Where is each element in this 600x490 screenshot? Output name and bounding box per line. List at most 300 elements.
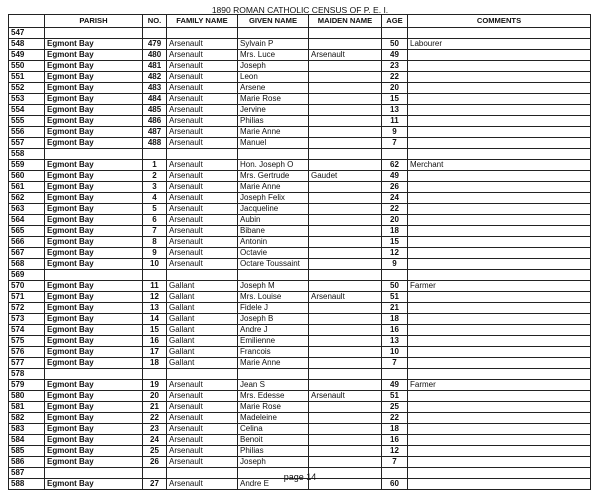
maiden-name-cell xyxy=(309,424,382,435)
number-cell: 19 xyxy=(143,380,167,391)
maiden-name-cell xyxy=(309,72,382,83)
maiden-name-cell: Arsenault xyxy=(309,50,382,61)
parish-cell: Egmont Bay xyxy=(45,413,143,424)
parish-cell: Egmont Bay xyxy=(45,391,143,402)
number-cell: 488 xyxy=(143,138,167,149)
parish-cell: Egmont Bay xyxy=(45,116,143,127)
given-name-cell: Mrs. Louise xyxy=(238,292,309,303)
family-name-cell: Arsenault xyxy=(167,171,238,182)
comments-cell xyxy=(408,105,591,116)
maiden-name-cell xyxy=(309,116,382,127)
comments-cell xyxy=(408,171,591,182)
header-row xyxy=(9,15,591,28)
maiden-name-cell xyxy=(309,435,382,446)
row-number: 568 xyxy=(9,259,45,270)
age-cell: 16 xyxy=(382,435,408,446)
header-age: AGE xyxy=(382,15,408,28)
row-number: 569 xyxy=(9,270,45,281)
maiden-name-cell xyxy=(309,28,382,39)
age-cell: 49 xyxy=(382,50,408,61)
family-name-cell: Gallant xyxy=(167,281,238,292)
number-cell: 6 xyxy=(143,215,167,226)
family-name-cell: Arsenault xyxy=(167,193,238,204)
maiden-name-cell xyxy=(309,358,382,369)
number-cell: 482 xyxy=(143,72,167,83)
parish-cell: Egmont Bay xyxy=(45,160,143,171)
table-row xyxy=(9,226,591,237)
comments-cell xyxy=(408,28,591,39)
age-cell: 20 xyxy=(382,83,408,94)
family-name-cell: Arsenault xyxy=(167,72,238,83)
age-cell: 22 xyxy=(382,204,408,215)
comments-cell xyxy=(408,204,591,215)
family-name-cell: Arsenault xyxy=(167,446,238,457)
parish-cell: Egmont Bay xyxy=(45,61,143,72)
table-row xyxy=(9,248,591,259)
maiden-name-cell xyxy=(309,369,382,380)
number-cell: 7 xyxy=(143,226,167,237)
family-name-cell: Arsenault xyxy=(167,435,238,446)
family-name-cell: Arsenault xyxy=(167,204,238,215)
maiden-name-cell xyxy=(309,270,382,281)
row-number: 578 xyxy=(9,369,45,380)
table-row xyxy=(9,336,591,347)
row-number: 566 xyxy=(9,237,45,248)
age-cell: 50 xyxy=(382,39,408,50)
header-family-name: FAMILY NAME xyxy=(167,15,238,28)
given-name-cell: Philias xyxy=(238,446,309,457)
parish-cell: Egmont Bay xyxy=(45,303,143,314)
given-name-cell: Jervine xyxy=(238,105,309,116)
maiden-name-cell xyxy=(309,259,382,270)
given-name-cell: Jacqueline xyxy=(238,204,309,215)
row-number: 555 xyxy=(9,116,45,127)
maiden-name-cell xyxy=(309,182,382,193)
given-name-cell: Mrs. Gertrude xyxy=(238,171,309,182)
census-table xyxy=(8,14,591,490)
given-name-cell: Bibane xyxy=(238,226,309,237)
row-number: 558 xyxy=(9,149,45,160)
maiden-name-cell xyxy=(309,39,382,50)
table-row xyxy=(9,424,591,435)
given-name-cell: Hon. Joseph O xyxy=(238,160,309,171)
parish-cell: Egmont Bay xyxy=(45,281,143,292)
parish-cell: Egmont Bay xyxy=(45,336,143,347)
comments-cell xyxy=(408,457,591,468)
given-name-cell: Marie Anne xyxy=(238,182,309,193)
age-cell: 24 xyxy=(382,193,408,204)
row-number: 549 xyxy=(9,50,45,61)
parish-cell: Egmont Bay xyxy=(45,479,143,490)
table-row xyxy=(9,391,591,402)
comments-cell xyxy=(408,61,591,72)
maiden-name-cell xyxy=(309,193,382,204)
number-cell: 13 xyxy=(143,303,167,314)
maiden-name-cell xyxy=(309,127,382,138)
number-cell: 11 xyxy=(143,281,167,292)
family-name-cell xyxy=(167,270,238,281)
family-name-cell: Arsenault xyxy=(167,83,238,94)
row-number: 585 xyxy=(9,446,45,457)
maiden-name-cell xyxy=(309,83,382,94)
row-number: 551 xyxy=(9,72,45,83)
table-row xyxy=(9,402,591,413)
maiden-name-cell xyxy=(309,303,382,314)
parish-cell: Egmont Bay xyxy=(45,292,143,303)
given-name-cell: Benoit xyxy=(238,435,309,446)
given-name-cell: Francois xyxy=(238,347,309,358)
table-row xyxy=(9,127,591,138)
table-row xyxy=(9,413,591,424)
age-cell: 10 xyxy=(382,347,408,358)
table-row xyxy=(9,171,591,182)
table-row xyxy=(9,72,591,83)
given-name-cell: Fidele J xyxy=(238,303,309,314)
table-row xyxy=(9,28,591,39)
age-cell: 18 xyxy=(382,424,408,435)
table-row xyxy=(9,259,591,270)
family-name-cell: Arsenault xyxy=(167,116,238,127)
number-cell xyxy=(143,149,167,160)
family-name-cell: Arsenault xyxy=(167,105,238,116)
given-name-cell: Leon xyxy=(238,72,309,83)
table-row xyxy=(9,116,591,127)
number-cell: 14 xyxy=(143,314,167,325)
age-cell: 11 xyxy=(382,116,408,127)
row-number: 572 xyxy=(9,303,45,314)
number-cell: 3 xyxy=(143,182,167,193)
age-cell: 23 xyxy=(382,61,408,72)
row-number: 581 xyxy=(9,402,45,413)
table-row xyxy=(9,215,591,226)
parish-cell: Egmont Bay xyxy=(45,226,143,237)
table-row xyxy=(9,50,591,61)
parish-cell: Egmont Bay xyxy=(45,457,143,468)
given-name-cell: Arsene xyxy=(238,83,309,94)
age-cell: 7 xyxy=(382,138,408,149)
family-name-cell: Arsenault xyxy=(167,215,238,226)
given-name-cell: Andre E xyxy=(238,479,309,490)
table-row xyxy=(9,237,591,248)
number-cell: 16 xyxy=(143,336,167,347)
age-cell: 18 xyxy=(382,226,408,237)
age-cell xyxy=(382,369,408,380)
row-number: 583 xyxy=(9,424,45,435)
comments-cell xyxy=(408,435,591,446)
comments-cell xyxy=(408,72,591,83)
family-name-cell: Gallant xyxy=(167,358,238,369)
parish-cell: Egmont Bay xyxy=(45,347,143,358)
table-row xyxy=(9,149,591,160)
given-name-cell: Madeleine xyxy=(238,413,309,424)
parish-cell: Egmont Bay xyxy=(45,259,143,270)
age-cell: 22 xyxy=(382,413,408,424)
table-row xyxy=(9,193,591,204)
table-row xyxy=(9,292,591,303)
age-cell: 18 xyxy=(382,314,408,325)
comments-cell xyxy=(408,314,591,325)
given-name-cell: Andre J xyxy=(238,325,309,336)
parish-cell xyxy=(45,270,143,281)
header-no: NO. xyxy=(143,15,167,28)
parish-cell: Egmont Bay xyxy=(45,105,143,116)
age-cell: 9 xyxy=(382,259,408,270)
given-name-cell: Jean S xyxy=(238,380,309,391)
parish-cell: Egmont Bay xyxy=(45,193,143,204)
number-cell: 8 xyxy=(143,237,167,248)
parish-cell: Egmont Bay xyxy=(45,215,143,226)
age-cell: 15 xyxy=(382,94,408,105)
table-row xyxy=(9,281,591,292)
table-row xyxy=(9,39,591,50)
comments-cell xyxy=(408,116,591,127)
family-name-cell: Gallant xyxy=(167,303,238,314)
table-row xyxy=(9,303,591,314)
number-cell: 483 xyxy=(143,83,167,94)
comments-cell xyxy=(408,424,591,435)
row-number: 567 xyxy=(9,248,45,259)
table-row xyxy=(9,160,591,171)
row-number: 557 xyxy=(9,138,45,149)
given-name-cell: Joseph Felix xyxy=(238,193,309,204)
given-name-cell: Octare Toussaint xyxy=(238,259,309,270)
page-number: page 14 xyxy=(283,472,317,482)
age-cell: 12 xyxy=(382,446,408,457)
maiden-name-cell: Gaudet xyxy=(309,171,382,182)
header-rownum xyxy=(9,15,45,28)
comments-cell xyxy=(408,402,591,413)
given-name-cell: Joseph M xyxy=(238,281,309,292)
row-number: 552 xyxy=(9,83,45,94)
given-name-cell: Manuel xyxy=(238,138,309,149)
number-cell: 1 xyxy=(143,160,167,171)
comments-cell xyxy=(408,193,591,204)
parish-cell: Egmont Bay xyxy=(45,127,143,138)
table-row xyxy=(9,83,591,94)
parish-cell: Egmont Bay xyxy=(45,380,143,391)
row-number: 582 xyxy=(9,413,45,424)
number-cell: 480 xyxy=(143,50,167,61)
parish-cell xyxy=(45,149,143,160)
row-number: 554 xyxy=(9,105,45,116)
comments-cell xyxy=(408,358,591,369)
comments-cell xyxy=(408,226,591,237)
given-name-cell: Mrs. Luce xyxy=(238,50,309,61)
given-name-cell: Octavie xyxy=(238,248,309,259)
family-name-cell: Arsenault xyxy=(167,127,238,138)
given-name-cell: Mrs. Edesse xyxy=(238,391,309,402)
number-cell: 18 xyxy=(143,358,167,369)
table-row xyxy=(9,138,591,149)
table-row xyxy=(9,435,591,446)
given-name-cell: Marie Rose xyxy=(238,94,309,105)
maiden-name-cell xyxy=(309,138,382,149)
family-name-cell: Gallant xyxy=(167,292,238,303)
number-cell: 484 xyxy=(143,94,167,105)
maiden-name-cell xyxy=(309,413,382,424)
maiden-name-cell xyxy=(309,61,382,72)
maiden-name-cell xyxy=(309,347,382,358)
number-cell: 486 xyxy=(143,116,167,127)
given-name-cell: Sylvain P xyxy=(238,39,309,50)
maiden-name-cell xyxy=(309,380,382,391)
family-name-cell: Arsenault xyxy=(167,259,238,270)
parish-cell: Egmont Bay xyxy=(45,314,143,325)
maiden-name-cell xyxy=(309,215,382,226)
family-name-cell: Gallant xyxy=(167,336,238,347)
age-cell: 51 xyxy=(382,292,408,303)
comments-cell xyxy=(408,259,591,270)
age-cell: 26 xyxy=(382,182,408,193)
table-row xyxy=(9,182,591,193)
comments-cell: Farmer xyxy=(408,380,591,391)
row-number: 577 xyxy=(9,358,45,369)
number-cell: 10 xyxy=(143,259,167,270)
maiden-name-cell xyxy=(309,281,382,292)
age-cell: 22 xyxy=(382,72,408,83)
comments-cell xyxy=(408,149,591,160)
maiden-name-cell xyxy=(309,457,382,468)
comments-cell xyxy=(408,391,591,402)
row-number: 548 xyxy=(9,39,45,50)
number-cell: 24 xyxy=(143,435,167,446)
comments-cell xyxy=(408,369,591,380)
row-number: 553 xyxy=(9,94,45,105)
row-number: 587 xyxy=(9,468,45,479)
header-maiden-name: MAIDEN NAME xyxy=(309,15,382,28)
table-row xyxy=(9,61,591,72)
given-name-cell: Marie Rose xyxy=(238,402,309,413)
row-number: 562 xyxy=(9,193,45,204)
document-title: 1890 ROMAN CATHOLIC CENSUS OF P. E. I. xyxy=(211,5,389,15)
maiden-name-cell xyxy=(309,149,382,160)
row-number: 556 xyxy=(9,127,45,138)
maiden-name-cell xyxy=(309,336,382,347)
maiden-name-cell xyxy=(309,314,382,325)
row-number: 573 xyxy=(9,314,45,325)
row-number: 574 xyxy=(9,325,45,336)
parish-cell: Egmont Bay xyxy=(45,446,143,457)
age-cell: 13 xyxy=(382,105,408,116)
comments-cell xyxy=(408,50,591,61)
parish-cell: Egmont Bay xyxy=(45,94,143,105)
comments-cell xyxy=(408,413,591,424)
comments-cell: Labourer xyxy=(408,39,591,50)
family-name-cell: Arsenault xyxy=(167,39,238,50)
table-row xyxy=(9,446,591,457)
parish-cell: Egmont Bay xyxy=(45,182,143,193)
age-cell xyxy=(382,28,408,39)
age-cell: 7 xyxy=(382,457,408,468)
row-number: 550 xyxy=(9,61,45,72)
maiden-name-cell xyxy=(309,325,382,336)
row-number: 584 xyxy=(9,435,45,446)
number-cell: 479 xyxy=(143,39,167,50)
family-name-cell: Arsenault xyxy=(167,479,238,490)
comments-cell xyxy=(408,303,591,314)
number-cell: 485 xyxy=(143,105,167,116)
parish-cell: Egmont Bay xyxy=(45,402,143,413)
row-number: 575 xyxy=(9,336,45,347)
row-number: 564 xyxy=(9,215,45,226)
table-row xyxy=(9,457,591,468)
family-name-cell xyxy=(167,369,238,380)
parish-cell: Egmont Bay xyxy=(45,435,143,446)
parish-cell: Egmont Bay xyxy=(45,358,143,369)
maiden-name-cell xyxy=(309,204,382,215)
parish-cell xyxy=(45,28,143,39)
family-name-cell: Arsenault xyxy=(167,402,238,413)
family-name-cell: Arsenault xyxy=(167,237,238,248)
age-cell xyxy=(382,270,408,281)
age-cell: 21 xyxy=(382,303,408,314)
parish-cell: Egmont Bay xyxy=(45,325,143,336)
table-row xyxy=(9,204,591,215)
row-number: 560 xyxy=(9,171,45,182)
row-number: 561 xyxy=(9,182,45,193)
age-cell xyxy=(382,149,408,160)
family-name-cell: Gallant xyxy=(167,347,238,358)
age-cell: 51 xyxy=(382,391,408,402)
age-cell: 12 xyxy=(382,248,408,259)
number-cell xyxy=(143,28,167,39)
parish-cell: Egmont Bay xyxy=(45,204,143,215)
family-name-cell: Arsenault xyxy=(167,182,238,193)
parish-cell: Egmont Bay xyxy=(45,39,143,50)
row-number: 570 xyxy=(9,281,45,292)
given-name-cell xyxy=(238,369,309,380)
family-name-cell: Arsenault xyxy=(167,50,238,61)
maiden-name-cell xyxy=(309,226,382,237)
family-name-cell: Arsenault xyxy=(167,391,238,402)
age-cell: 60 xyxy=(382,479,408,490)
row-number: 571 xyxy=(9,292,45,303)
given-name-cell xyxy=(238,28,309,39)
number-cell: 5 xyxy=(143,204,167,215)
comments-cell xyxy=(408,94,591,105)
number-cell: 4 xyxy=(143,193,167,204)
number-cell: 27 xyxy=(143,479,167,490)
given-name-cell xyxy=(238,270,309,281)
table-row xyxy=(9,380,591,391)
number-cell: 12 xyxy=(143,292,167,303)
number-cell: 20 xyxy=(143,391,167,402)
number-cell: 26 xyxy=(143,457,167,468)
comments-cell: Farmer xyxy=(408,281,591,292)
age-cell: 9 xyxy=(382,127,408,138)
maiden-name-cell xyxy=(309,105,382,116)
family-name-cell xyxy=(167,28,238,39)
table-row xyxy=(9,270,591,281)
family-name-cell: Arsenault xyxy=(167,94,238,105)
parish-cell: Egmont Bay xyxy=(45,50,143,61)
number-cell xyxy=(143,270,167,281)
given-name-cell: Aubin xyxy=(238,215,309,226)
comments-cell: Merchant xyxy=(408,160,591,171)
age-cell: 13 xyxy=(382,336,408,347)
maiden-name-cell xyxy=(309,237,382,248)
age-cell: 50 xyxy=(382,281,408,292)
row-number: 565 xyxy=(9,226,45,237)
table-row xyxy=(9,369,591,380)
table-row xyxy=(9,94,591,105)
maiden-name-cell xyxy=(309,160,382,171)
comments-cell xyxy=(408,215,591,226)
given-name-cell: Marie Anne xyxy=(238,358,309,369)
comments-cell xyxy=(408,270,591,281)
parish-cell: Egmont Bay xyxy=(45,424,143,435)
family-name-cell: Arsenault xyxy=(167,160,238,171)
